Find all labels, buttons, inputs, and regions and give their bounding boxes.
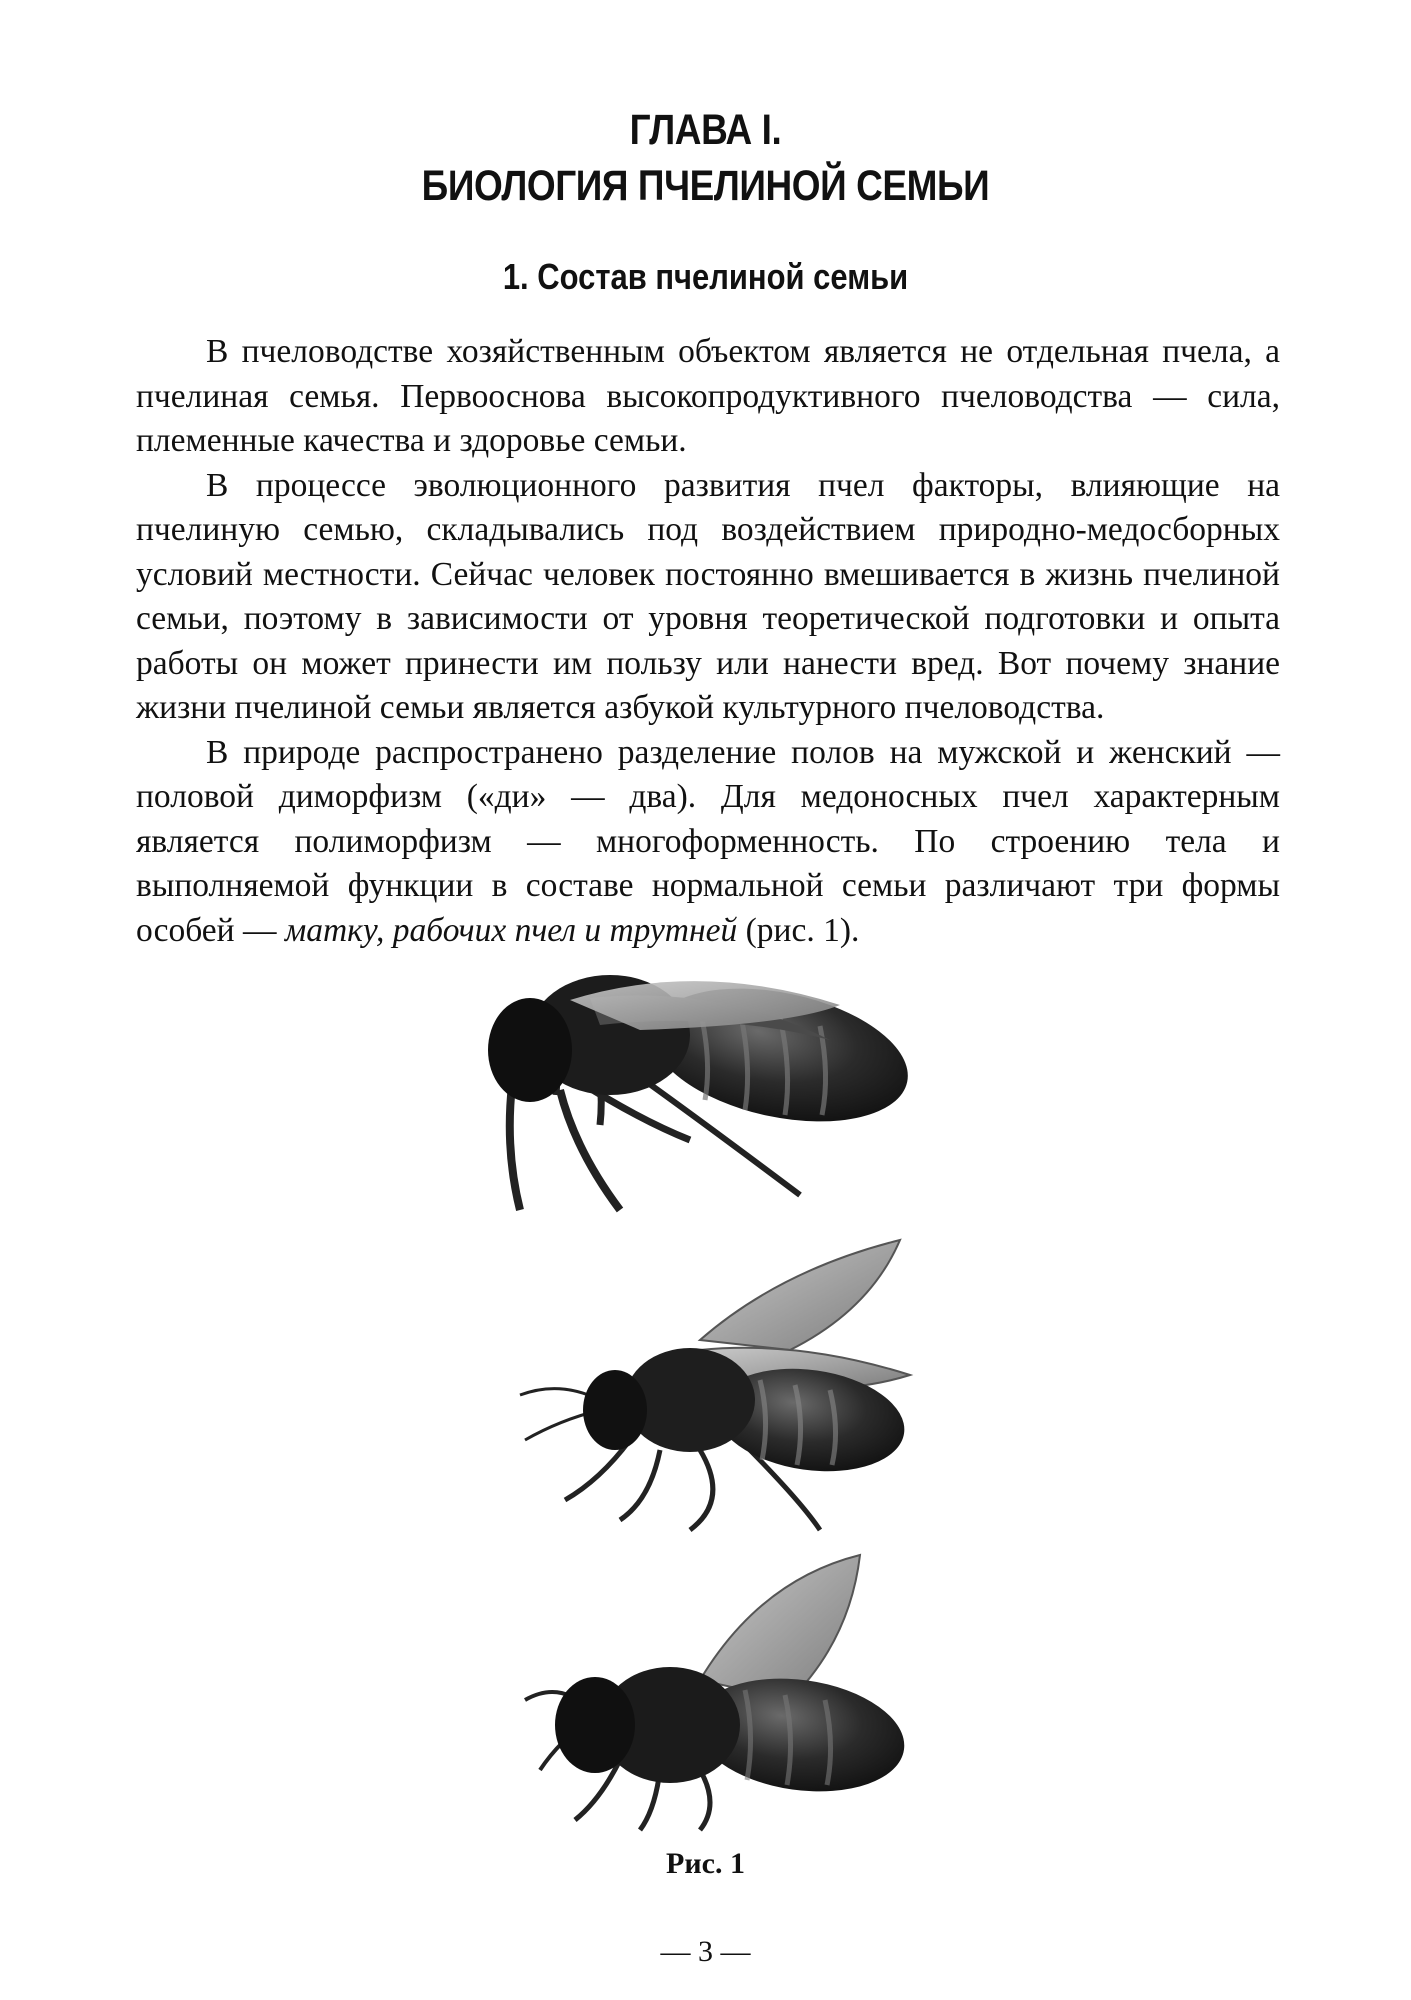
paragraph-3-text: В природе распространено разделение полов на мужской и женский — половой диморфизм («ди» — два). Для медоносных пчел характерным является полиморфизм — многоформенность. По строению тела и выполняемой функции в составе нормальной семьи различают три формы особей — xyxy=(136,733,1280,949)
paragraph-1: В пчеловодстве хозяйственным объектом является не отдельная пчела, а пчелиная семья. Первооснова высокопродуктивного пчеловодства — сила, племенные качества и здоровье семьи. xyxy=(136,333,1280,459)
worker-bee-illustration xyxy=(520,1240,911,1530)
paragraph-3-end: (рис. 1). xyxy=(737,911,860,949)
chapter-title: БИОЛОГИЯ ПЧЕЛИНОЙ СЕМЬИ xyxy=(421,162,990,210)
drone-bee-illustration xyxy=(525,1555,912,1830)
paragraph-3-italic: матку, рабочих пчел и трутней xyxy=(284,911,738,949)
queen-bee-illustration xyxy=(488,967,920,1210)
section-title: 1. Состав пчелиной семьи xyxy=(502,256,909,297)
paragraph-2: В процессе эволюционного развития пчел факторы, влияющие на пчелиную семью, складывались под воздействием природно-медосборных условий местности. Сейчас человек постоянно вмешивается в жизнь пчелиной семьи, поэтому в зависимости от уровня теоретической подготовки и опыта работы он может принести им пользу или нанести вред. Вот почему знание жизни пчелиной семьи является азбукой культурного пчеловодства. xyxy=(136,466,1280,726)
figure-caption: Рис. 1 xyxy=(666,1847,745,1880)
page-number: — 3 — xyxy=(660,1935,751,1968)
chapter-number: ГЛАВА I. xyxy=(629,106,782,154)
